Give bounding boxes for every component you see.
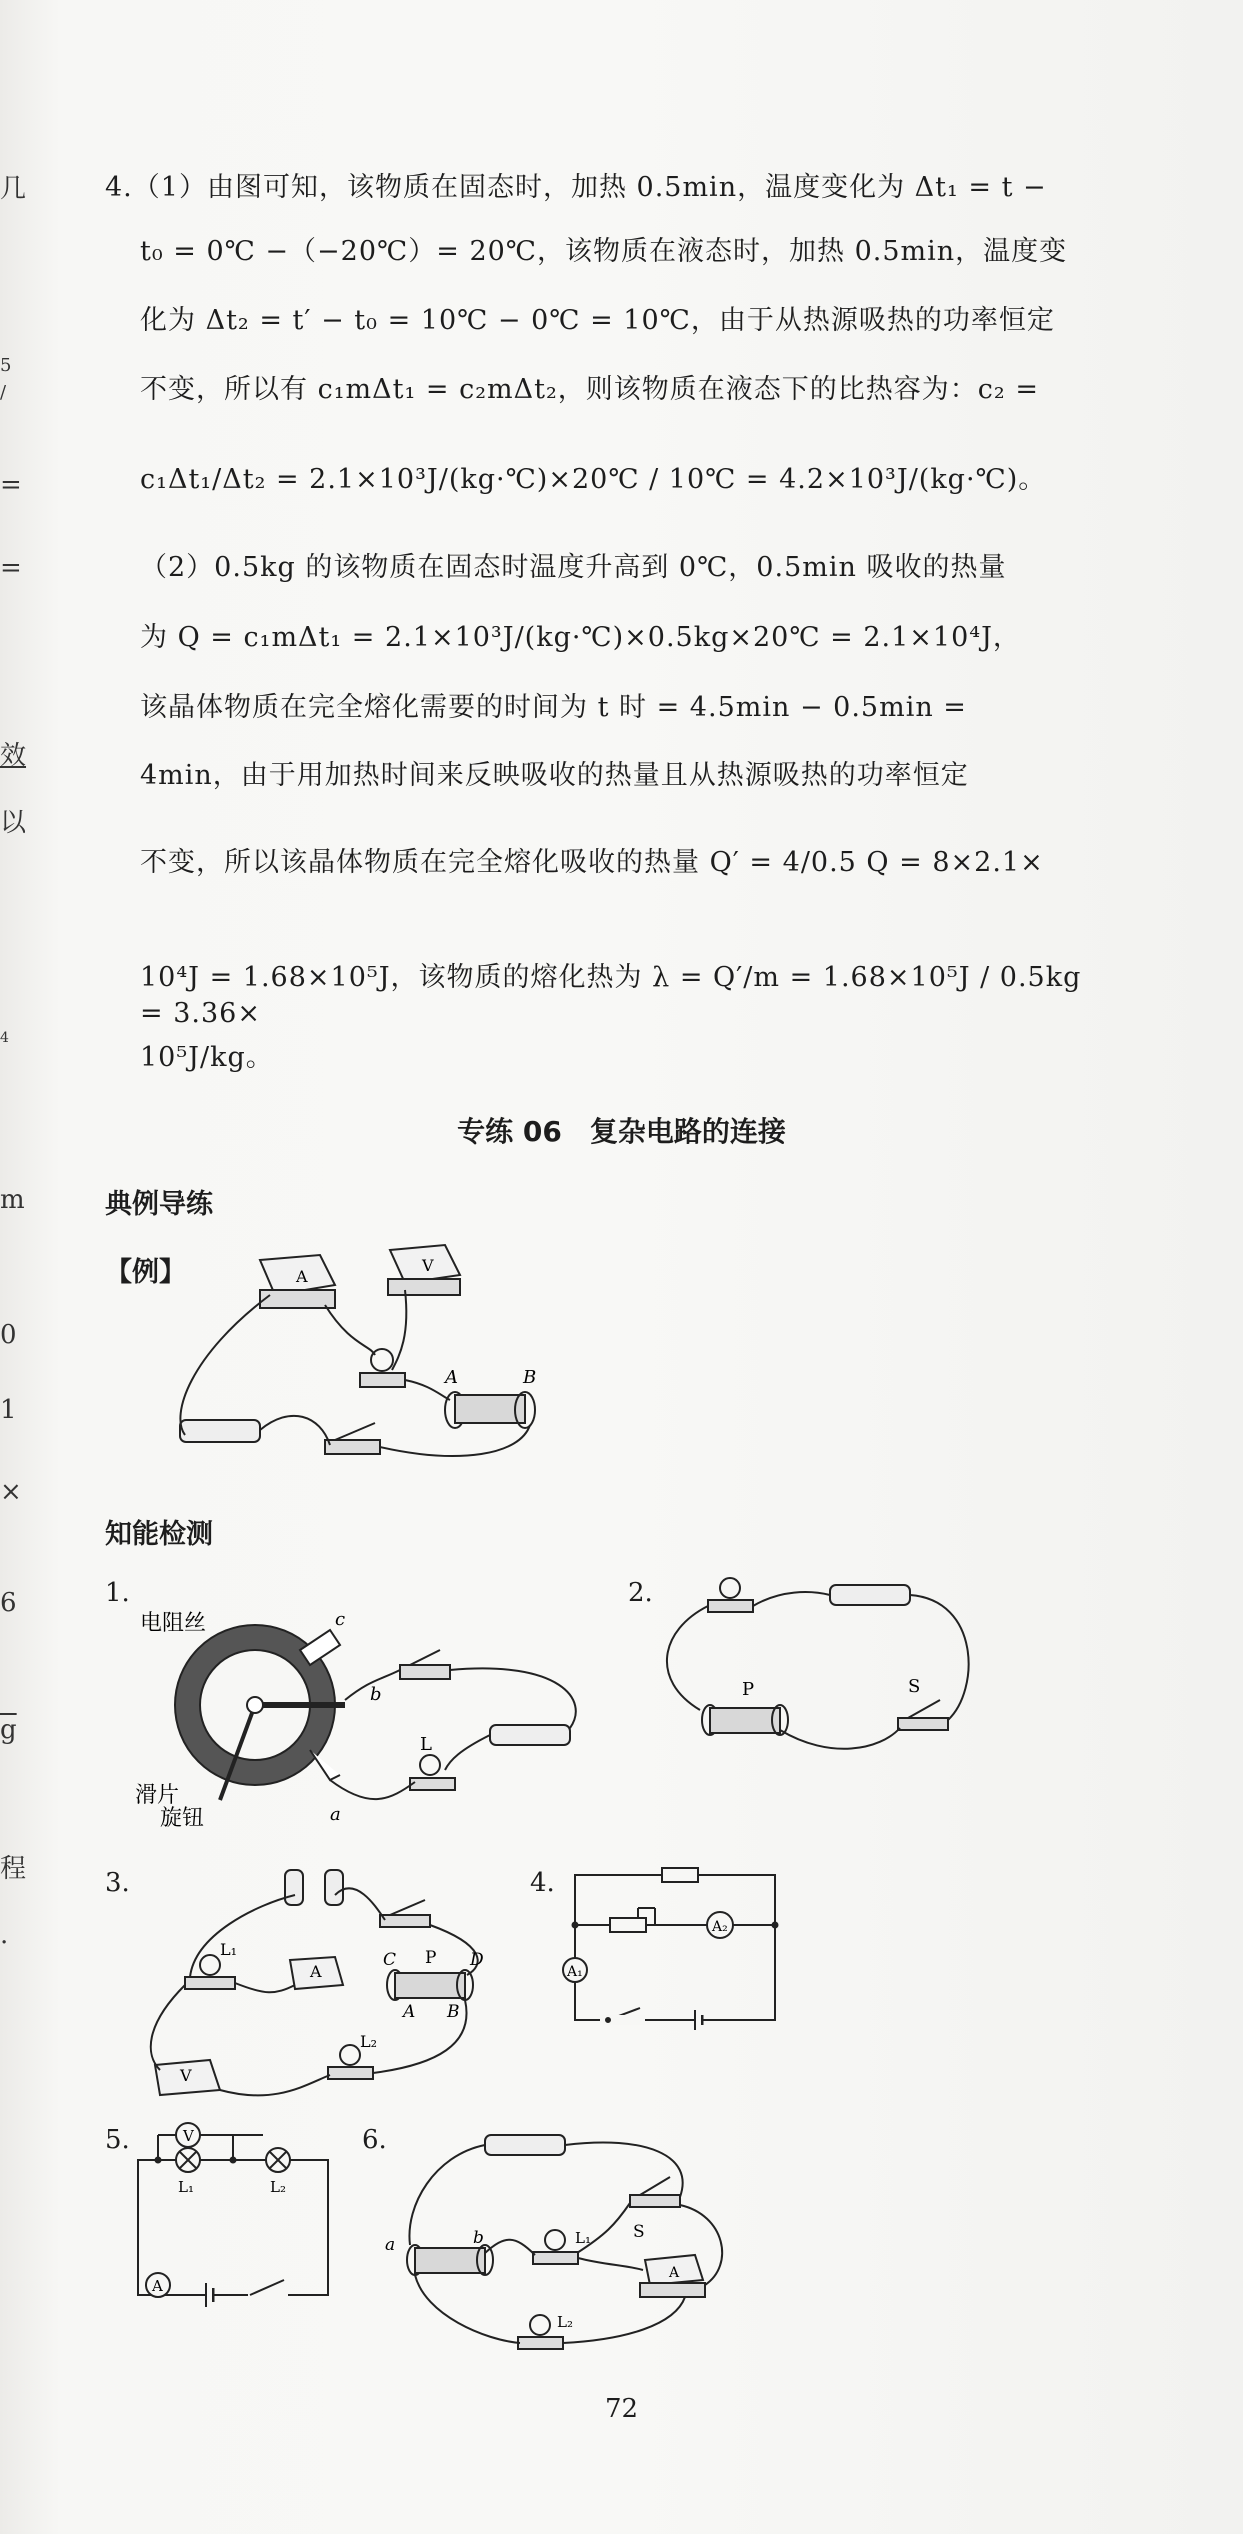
- q5-a-label: A: [152, 2277, 163, 2295]
- q3-ammeter-label: A: [310, 1962, 322, 1981]
- margin-fragment: /: [0, 382, 7, 403]
- example-label: 【例】: [105, 1257, 186, 1288]
- margin-fragment: $\overline{g}$: [0, 1715, 17, 1745]
- question-number: 3.: [105, 1868, 130, 1898]
- q6-label-s: S: [633, 2222, 645, 2242]
- margin-fragment: 4: [0, 1030, 9, 1046]
- q5-circuit-figure: [128, 2120, 338, 2310]
- solution-line: 化为 Δt₂ = t′ − t₀ = 10℃ − 0℃ = 10℃，由于从热源吸热的功率恒定: [140, 305, 1055, 336]
- question-number: 1.: [105, 1578, 130, 1608]
- page-number: 72: [604, 2394, 639, 2424]
- solution-line: 10⁴J = 1.68×10⁵J，该物质的熔化热为 λ = Q′/m = 1.68×10⁵J / 0.5kg = 3.36×: [140, 962, 1082, 1029]
- q6-l2-label: L₂: [557, 2313, 573, 2331]
- q2-circuit-figure: [650, 1570, 990, 1770]
- q3-label-c: C: [383, 1950, 397, 1970]
- margin-fragment: 效: [0, 741, 27, 771]
- q6-l1-label: L₁: [575, 2229, 591, 2247]
- q1-resistance-wire-label: 电阻丝: [140, 1611, 207, 1636]
- q3-label-a: A: [403, 2002, 416, 2022]
- q3-l2-label: L₂: [360, 2032, 378, 2051]
- q1-knob-label: 旋钮: [160, 1806, 205, 1830]
- q5-l2-label: L₂: [270, 2178, 286, 2196]
- q5-v-label: V: [183, 2127, 194, 2145]
- q3-circuit-figure: [135, 1865, 505, 2125]
- q2-label-p: P: [742, 1679, 755, 1700]
- solution-line: t₀ = 0℃ −（−20℃）= 20℃，该物质在液态时，加热 0.5min，温度变: [140, 236, 1068, 267]
- q3-label-d: D: [470, 1950, 484, 1970]
- q1-label-a: a: [330, 1804, 341, 1825]
- margin-fragment: 1: [0, 1395, 17, 1425]
- solution-line: 不变，所以有 c₁mΔt₁ = c₂mΔt₂，则该物质在液态下的比热容为：c₂ =: [140, 374, 1039, 405]
- margin-fragment: m: [0, 1185, 25, 1215]
- example-label-a: A: [445, 1367, 458, 1388]
- q1-lamp-label: L: [420, 1734, 432, 1755]
- margin-fragment: .: [0, 1920, 9, 1950]
- margin-fragment: 6: [0, 1588, 17, 1618]
- solution-line: 为 Q = c₁mΔt₁ = 2.1×10³J/(kg·℃)×0.5kg×20℃ = 2.1×10⁴J，: [140, 622, 1021, 653]
- solution-line: 不变，所以该晶体物质在完全熔化吸收的热量 Q′ = 4/0.5 Q = 8×2.1×: [140, 847, 1044, 878]
- solution-line: （2）0.5kg 的该物质在固态时温度升高到 0℃，0.5min 吸收的热量: [140, 552, 1007, 583]
- solution-line: 4min，由于用加热时间来反映吸收的热量且从热源吸热的功率恒定: [140, 760, 969, 791]
- q3-voltmeter-label: V: [180, 2066, 192, 2085]
- margin-fragment: ×: [0, 1477, 22, 1507]
- question-number: 5.: [105, 2125, 130, 2155]
- margin-fragment: 5: [0, 355, 12, 376]
- example-voltmeter-label: V: [422, 1256, 434, 1275]
- example-circuit-figure: [160, 1235, 560, 1475]
- q3-label-p: P: [425, 1948, 437, 1968]
- check-heading: 知能检测: [105, 1519, 213, 1550]
- q3-l1-label: L₁: [220, 1940, 238, 1959]
- margin-fragment: 程: [0, 1854, 27, 1884]
- q4-circuit-figure: [550, 1860, 790, 2035]
- q1-circuit-figure: [130, 1570, 600, 1830]
- q1-slider-label: 滑片: [135, 1783, 180, 1808]
- margin-fragment: =: [0, 470, 22, 500]
- example-label-b: B: [523, 1367, 537, 1388]
- section-title: 专练 06 复杂电路的连接: [457, 1115, 786, 1148]
- question-number: 6.: [362, 2125, 387, 2155]
- q6-ammeter-label: A: [669, 2265, 680, 2281]
- q4-a1-label: A₁: [567, 1964, 583, 1980]
- q4-a2-label: A₂: [712, 1919, 728, 1935]
- solution-line: 4.（1）由图可知，该物质在固态时，加热 0.5min，温度变化为 Δt₁ = t −: [105, 172, 1047, 203]
- q6-label-b: b: [473, 2228, 484, 2248]
- margin-fragment: 以: [0, 808, 27, 838]
- example-ammeter-label: A: [296, 1267, 308, 1286]
- q3-label-b: B: [447, 2002, 460, 2022]
- margin-fragment: 0: [0, 1320, 17, 1350]
- example-heading: 典例导练: [105, 1189, 213, 1220]
- question-number: 2.: [628, 1578, 653, 1608]
- solution-line: c₁Δt₁/Δt₂ = 2.1×10³J/(kg·℃)×20℃ / 10℃ = 4.2×10³J/(kg·℃)。: [140, 464, 1047, 495]
- q6-circuit-figure: [385, 2125, 735, 2365]
- solution-line: 10⁵J/kg。: [140, 1042, 274, 1073]
- q2-label-s: S: [908, 1676, 921, 1697]
- margin-fragment: =: [0, 553, 22, 583]
- q6-label-a: a: [385, 2235, 396, 2255]
- q1-label-b: b: [370, 1684, 382, 1705]
- q1-label-c: c: [335, 1609, 346, 1630]
- question-number: 4.: [530, 1868, 555, 1898]
- solution-line: 该晶体物质在完全熔化需要的时间为 t 时 = 4.5min − 0.5min =: [140, 692, 967, 723]
- margin-fragment: 几: [0, 174, 27, 204]
- q5-l1-label: L₁: [178, 2178, 194, 2196]
